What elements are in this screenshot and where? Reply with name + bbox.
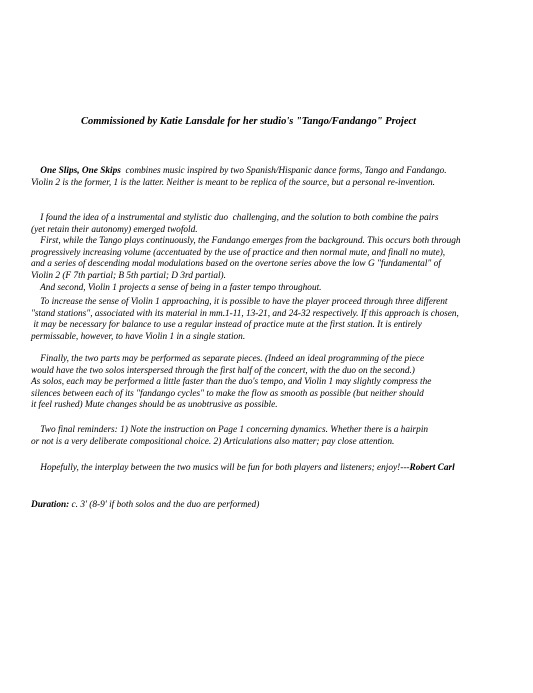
duration-value: c. 3' (8-9' if both solos and the duo are performed)	[69, 500, 260, 510]
idea-line: progressively increasing volume (accentuated by the use of practice and then normal mute, and finall no mute),	[31, 247, 446, 258]
separate-line: it feel rushed) Mute changes should be as unobtrusive as possible.	[31, 400, 278, 411]
duration-line	[31, 500, 259, 510]
stations-line: To increase the sense of Violin 1 approaching, it is possible to have the player proceed through three different	[31, 297, 448, 307]
closing-paragraph	[31, 463, 511, 475]
idea-line: First, while the Tango plays continuously, the Fandango emerges from the background. This occurs both through	[31, 236, 461, 247]
closing-text: Hopefully, the interplay between the two musics will be fun for both players and listeners; enjoy!---	[31, 463, 410, 473]
composer-signature: Robert Carl	[409, 463, 455, 473]
intro-line-1	[31, 166, 511, 178]
reminders-line: or not is a very deliberate compositional choice. 2) Articulations also matter; pay close attention.	[31, 436, 395, 447]
commission-heading: Commissioned by Katie Lansdale for her studio's "Tango/Fandango" Project	[81, 116, 417, 127]
intro-line-1-rest: combines music inspired by two Spanish/Hispanic dance forms, Tango and Fandango.	[120, 166, 447, 176]
idea-line: Violin 2 (F 7th partial; B 5th partial; D 3rd partial).	[31, 270, 226, 281]
intro-line-2: Violin 2 is the former, 1 is the latter. Neither is meant to be replica of the source, but a personal re-invention.	[31, 177, 435, 188]
stations-line: permissable, however, to have Violin 1 in a single station.	[31, 331, 246, 342]
idea-paragraph	[31, 213, 511, 294]
stations-line: it may be necessary for balance to use a regular instead of practice mute at the first station. It is entirely	[31, 320, 422, 331]
idea-line: and a series of descending modal modulations based on the overtone series above the low G "fundamental" of	[31, 259, 441, 270]
intro-paragraph	[31, 166, 511, 189]
idea-line: I found the idea of a instrumental and stylistic duo challenging, and the solution to both combine the pairs	[31, 213, 439, 223]
separate-line: silences between each of its "fandango cycles" to make the flow as smooth as possible (but neither should	[31, 388, 424, 399]
duration-label: Duration:	[31, 500, 70, 510]
reminders-paragraph	[31, 425, 511, 448]
separate-line: Finally, the two parts may be performed as separate pieces. (Indeed an ideal programming of the piece	[31, 354, 425, 364]
reminders-line: Two final reminders: 1) Note the instruction on Page 1 concerning dynamics. Whether there is a hairpin	[31, 425, 429, 435]
separate-line: As solos, each may be performed a little faster than the duo's tempo, and Violin 1 may slightly compress the	[31, 377, 432, 388]
idea-line: (yet retain their autonomy) emerged twofold.	[31, 224, 198, 235]
closing-line	[31, 463, 511, 475]
piece-title: One Slips, One Skips	[40, 166, 121, 176]
stations-line: "stand stations", associated with its material in mm.1-11, 13-21, and 24-32 respectively. If this approach is chosen,	[31, 308, 459, 319]
idea-line: And second, Violin 1 projects a sense of being in a faster tempo throughout.	[31, 282, 322, 293]
separate-line: would have the two solos interspersed through the first half of the concert, with the duo on the second.)	[31, 365, 415, 376]
stations-paragraph	[31, 297, 511, 343]
separate-pieces-paragraph	[31, 354, 511, 412]
